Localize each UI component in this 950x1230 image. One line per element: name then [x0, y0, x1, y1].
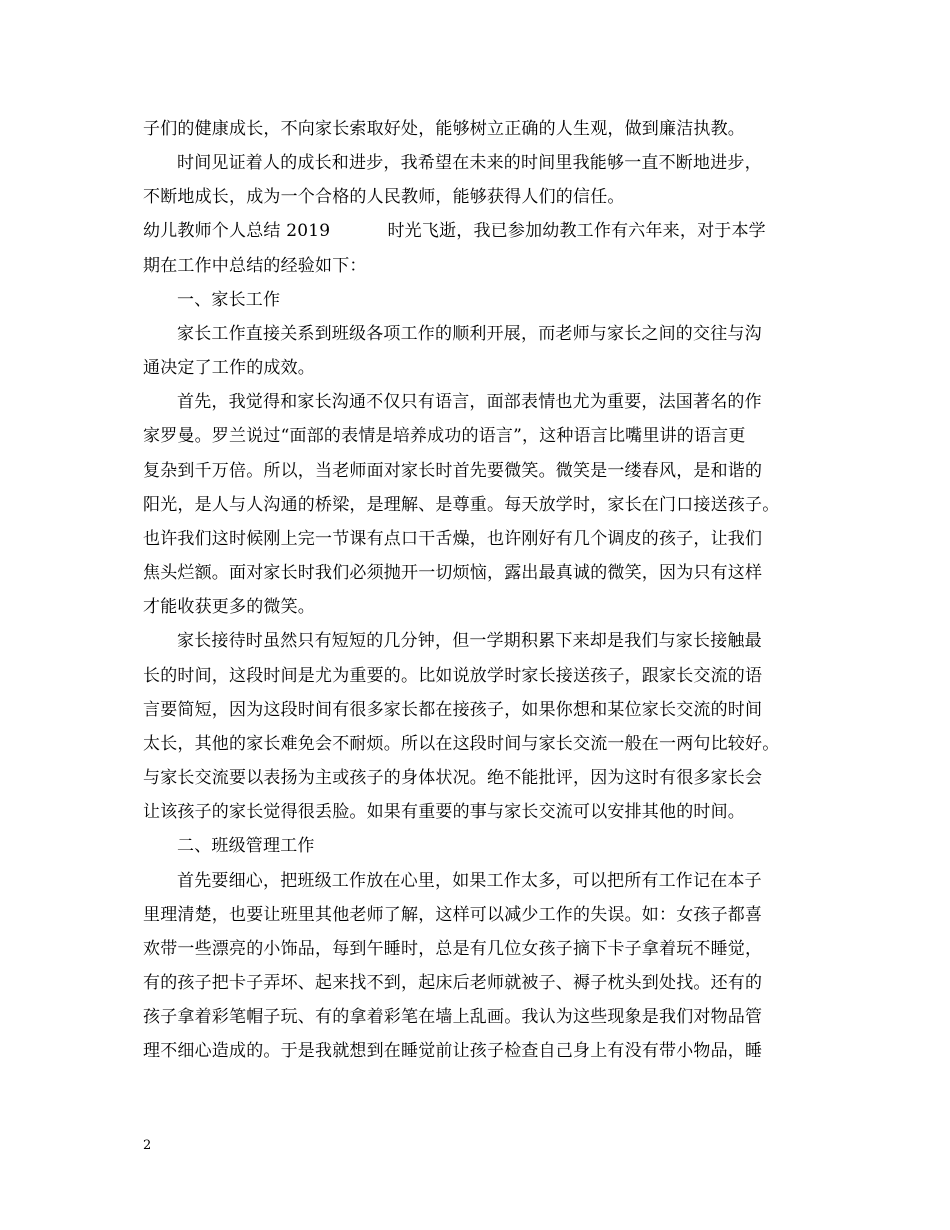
- text-line: 也许我们这时候刚上完一节课有点口干舌燥，也许刚好有几个调皮的孩子，让我们: [143, 529, 763, 549]
- text-line: 首先，我觉得和家长沟通不仅只有语言，面部表情也尤为重要，法国著名的作: [177, 392, 762, 412]
- text-line: 家罗曼。罗兰说过“面部的表情是培养成功的语言”，这种语言比嘴里讲的语言更: [143, 426, 746, 446]
- text-line: 言要简短，因为这段时间有很多家长都在接孩子，如果你想和某位家长交流的时间: [143, 700, 763, 720]
- page-number: 2: [143, 1138, 152, 1153]
- text-line: 复杂到千万倍。所以，当老师面对家长时首先要微笑。微笑是一缕春风，是和谐的: [143, 461, 763, 481]
- text-line: 欢带一些漂亮的小饰品，每到午睡时，总是有几位女孩子摘下卡子拿着玩不睡觉，: [143, 939, 763, 959]
- text-line: 有的孩子把卡子弄坏、起来找不到，起床后老师就被子、褥子枕头到处找。还有的: [143, 973, 763, 993]
- text-line: 阳光，是人与人沟通的桥梁，是理解、是尊重。每天放学时，家长在门口接送孩子。: [143, 495, 780, 515]
- text-line: 长的时间，这段时间是尤为重要的。比如说放学时家长接送孩子，跟家长交流的语: [143, 666, 763, 686]
- text-line: 里理清楚，也要让班里其他老师了解，这样可以减少工作的失误。如：女孩子都喜: [143, 905, 763, 925]
- text-line: 子们的健康成长，不向家长索取好处，能够树立正确的人生观，做到廉洁执教。: [143, 119, 745, 139]
- text-line: 让该孩子的家长觉得很丢脸。如果有重要的事与家长交流可以安排其他的时间。: [143, 802, 745, 822]
- text-line: 太长，其他的家长难免会不耐烦。所以在这段时间与家长交流一般在一两句比较好。: [143, 734, 780, 754]
- text-line: 孩子拿着彩笔帽子玩、有的拿着彩笔在墙上乱画。我认为这些现象是我们对物品管: [143, 1007, 763, 1027]
- text-line: 理不细心造成的。于是我就想到在睡觉前让孩子检查自己身上有没有带小物品，睡: [143, 1041, 763, 1061]
- section-heading: 一、家长工作: [177, 290, 281, 310]
- text-line: 焦头烂额。面对家长时我们必须抛开一切烦恼，露出最真诚的微笑，因为只有这样: [143, 563, 763, 583]
- text-line: 期在工作中总结的经验如下：: [143, 256, 367, 276]
- text-line: 首先要细心，把班级工作放在心里，如果工作太多，可以把所有工作记在本子: [177, 871, 762, 891]
- text-line: 通决定了工作的成效。: [143, 358, 315, 378]
- text-line: 时间见证着人的成长和进步，我希望在未来的时间里我能够一直不断地进步，: [177, 153, 762, 173]
- text-line: 不断地成长，成为一个合格的人民教师，能够获得人们的信任。: [143, 187, 625, 207]
- section-heading: 二、班级管理工作: [177, 836, 315, 856]
- text-line: 与家长交流要以表扬为主或孩子的身体状况。绝不能批评，因为这时有很多家长会: [143, 768, 763, 788]
- text-line: 才能收获更多的微笑。: [143, 597, 315, 617]
- text-line: 家长接待时虽然只有短短的几分钟，但一学期积累下来却是我们与家长接触最: [177, 631, 762, 651]
- text-line: 幼儿教师个人总结 2019 时光飞逝，我已参加幼教工作有六年来，对于本学: [143, 221, 766, 241]
- text-line: 家长工作直接关系到班级各项工作的顺利开展，而老师与家长之间的交往与沟: [177, 324, 762, 344]
